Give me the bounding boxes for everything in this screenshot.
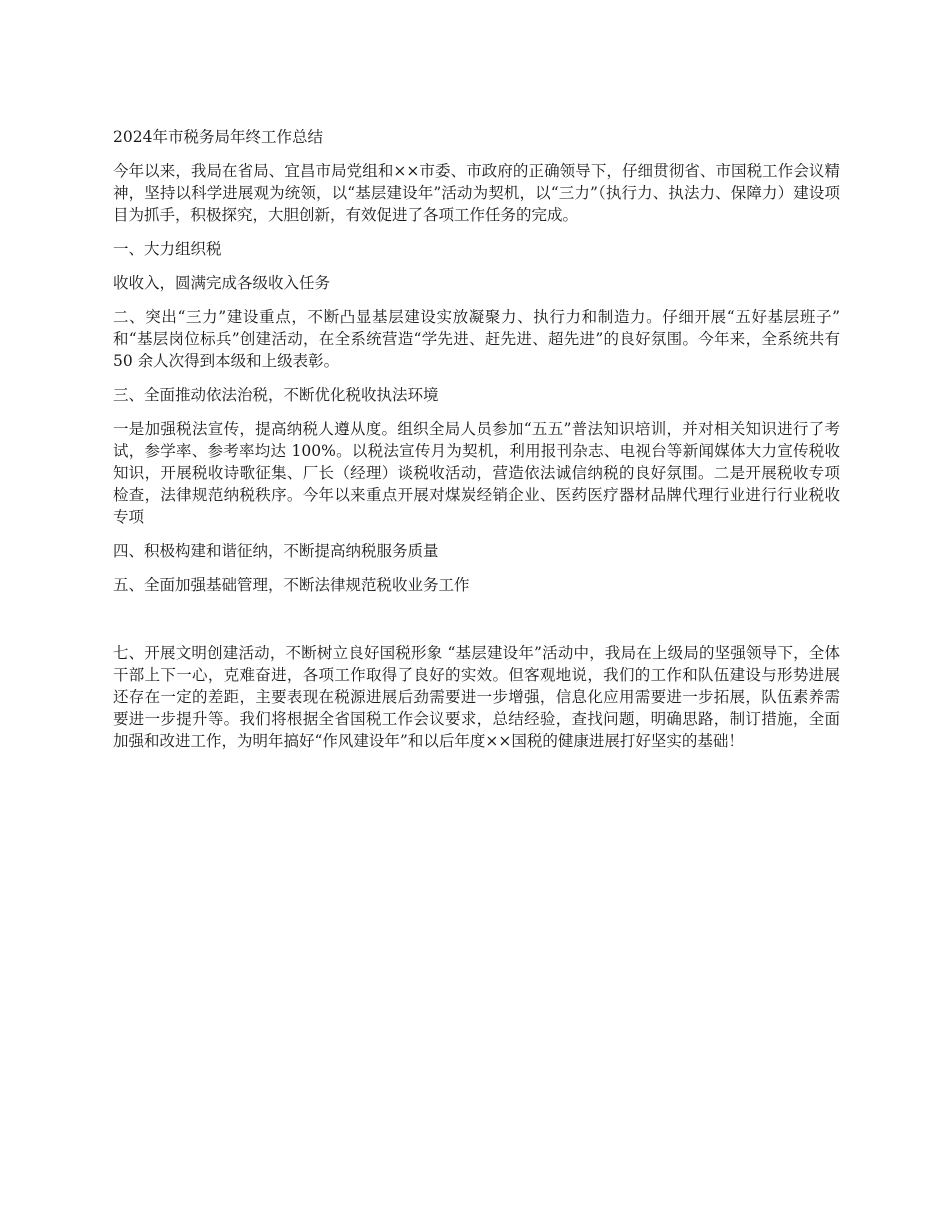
section-1-text: 收收入，圆满完成各级收入任务: [113, 274, 331, 292]
section-7-paragraph: 七、开展文明创建活动，不断树立良好国税形象 “基层建设年”活动中，我局在上级局的坚强领导下，全体干部上下一心，克难奋进，各项工作取得了良好的实效。但客观地说，我们的工作和队伍建设与形势进展还存在一定的差距，主要表现在税源进展后劲需要进一步增强，信息化应用需要进一步拓展，队伍素养需要进一步提升等。我们将根据全省国税工作会议要求，总结经验，查找问题，明确思路，制订措施，全面加强和改进工作，为明年搞好“作风建设年”和以后年度××国税的健康进展打好坚实的基础！: [113, 644, 840, 750]
section-3-paragraph: 一是加强税法宣传，提高纳税人遵从度。组织全局人员参加“五五”普法知识培训，并对相关知识进行了考试，参学率、参考率均达 100%。以税法宣传月为契机，利用报刊杂志、电视台等新闻媒体大力宣传税收知识，开展税收诗歌征集、厂长（经理）谈税收活动，营造依法诚信纳税的良好氛围。二是开展税收专项检查，法律规范纳税秩序。今年以来重点开展对煤炭经销企业、医药医疗器材品牌代理行业进行行业税收专项: [113, 420, 840, 526]
section-heading-3: 三、全面推动依法治税，不断优化税收执法环境: [113, 386, 439, 404]
section-2-paragraph: 二、突出“三力”建设重点，不断凸显基层建设实放凝聚力、执行力和制造力。仔细开展“五好基层班子” 和“基层岗位标兵”创建活动，在全系统营造“学先进、赶先进、超先进”的良好氛围。今年来，全系统共有 50 余人次得到本级和上级表彰。: [113, 308, 840, 370]
intro-paragraph: 今年以来，我局在省局、宜昌市局党组和××市委、市政府的正确领导下，仔细贯彻省、市国税工作会议精神，坚持以科学进展观为统领，以“基层建设年”活动为契机，以“三力”（执行力、执法力、保障力）建设项目为抓手，积极探究，大胆创新，有效促进了各项工作任务的完成。: [113, 162, 840, 224]
section-heading-1: 一、大力组织税: [113, 240, 222, 258]
section-heading-4: 四、积极构建和谐征纳，不断提高纳税服务质量: [113, 542, 439, 560]
section-heading-5: 五、全面加强基础管理，不断法律规范税收业务工作: [113, 576, 470, 594]
document-page: [113, 126, 840, 764]
document-title: 2024年市税务局年终工作总结: [113, 128, 323, 146]
blank-gap: [113, 608, 840, 642]
